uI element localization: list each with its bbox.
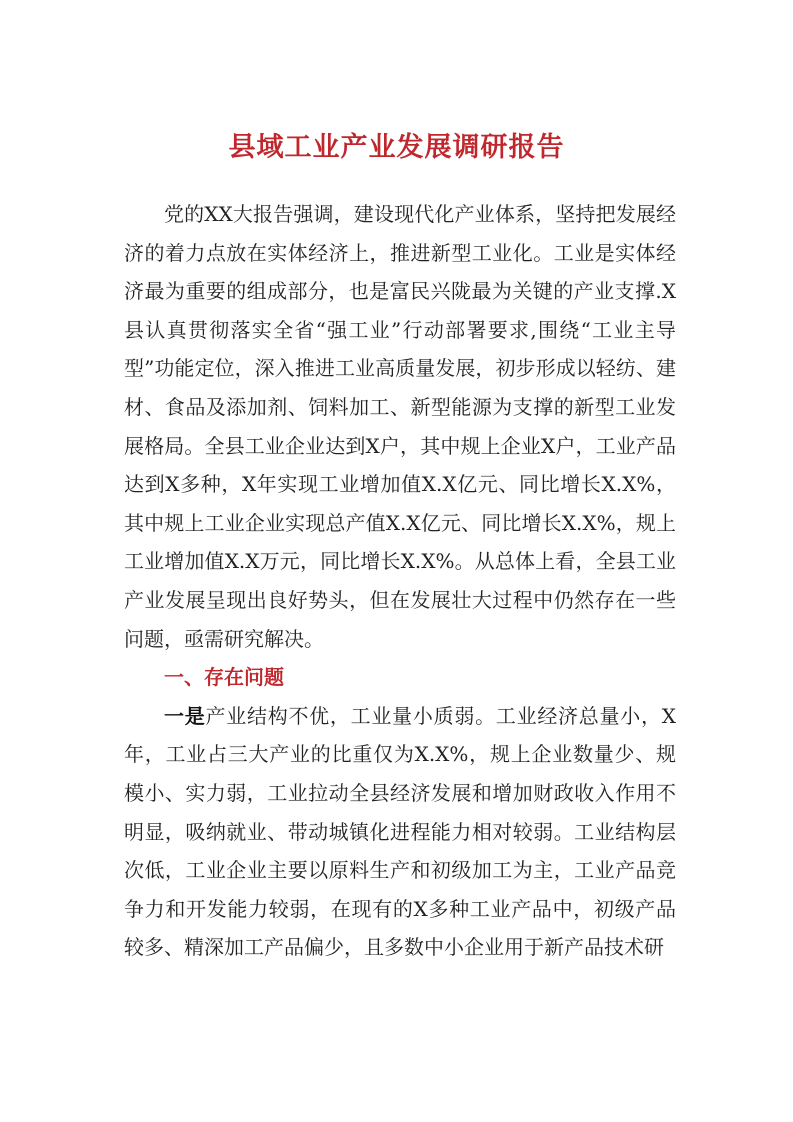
paragraph-text: 产业结构不优，工业量小质弱。工业经济总量小，X年，工业占三大产业的比重仅为X.X%，规上企业数量少、规模小、实力弱，工业拉动全县经济发展和增加财政收入作用不明显，吸纳就业、带动城镇化进程能力相对较弱。工业结构层次低，工业企业主要以原料生产和初级加工为主，工业产品竞争力和开发能力较弱，在现有的X多种工业产品中，初级产品较多、精深加工产品偏少，且多数中小企业用于新产品技术研: [124, 703, 676, 960]
paragraph-lead: 一是: [164, 703, 206, 728]
intro-paragraph: 党的XX大报告强调，建设现代化产业体系，坚持把发展经济的着力点放在实体经济上，推进新型工业化。工业是实体经济最为重要的组成部分，也是富民兴陇最为关键的产业支撑.X县认真贯彻落实全省“强工业”行动部署要求,围绕“工业主导型”功能定位，深入推进工业高质量发展，初步形成以轻纺、建材、食品及添加剂、饲料加工、新型能源为支撑的新型工业发展格局。全县工业企业达到X户，其中规上企业X户，工业产品达到X多种，X年实现工业增加值X.X亿元、同比增长X.X%，其中规上工业企业实现总产值X.X亿元、同比增长X.X%，规上工业增加值X.X万元，同比增长X.X%。从总体上看，全县工业产业发展呈现出良好势头，但在发展壮大过程中仍然存在一些问题，亟需研究解决。: [124, 202, 676, 651]
section-heading: 一、存在问题: [164, 665, 284, 690]
document-body: [124, 195, 676, 967]
problem-paragraph: [124, 697, 676, 967]
document-title: 县域工业产业发展调研报告: [228, 132, 565, 163]
